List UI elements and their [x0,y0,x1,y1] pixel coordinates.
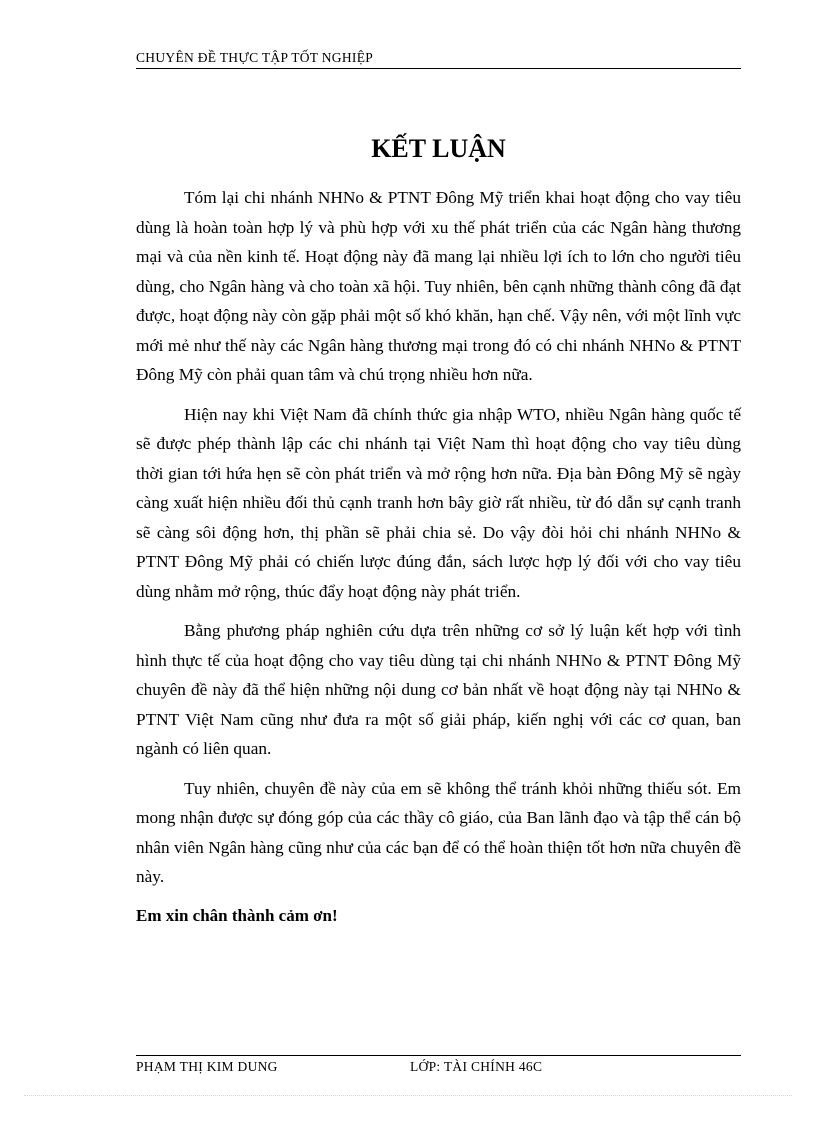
page-header [136,50,741,69]
footer-divider [136,1055,741,1056]
header-text: CHUYÊN ĐỀ THỰC TẬP TỐT NGHIỆP [136,50,374,65]
page-title: KẾT LUẬN [371,134,506,163]
paragraph-1: Tóm lại chi nhánh NHNo & PTNT Đông Mỹ triển khai hoạt động cho vay tiêu dùng là hoàn toàn hợp lý và phù hợp với xu thế phát triển của các Ngân hàng thương mại và của nền kinh tế. Hoạt động này đã mang lại nhiều lợi ích to lớn cho người tiêu dùng, cho Ngân hàng và cho toàn xã hội. Tuy nhiên, bên cạnh những thành công đã đạt được, hoạt động này còn gặp phải một số khó khăn, hạn chế. Vậy nên, với một lĩnh vực mới mẻ như thế này các Ngân hàng thương mại trong đó có chi nhánh NHNo & PTNT Đông Mỹ còn phải quan tâm và chú trọng nhiều hơn nữa. [136,188,741,384]
footer-author: PHẠM THỊ KIM DUNG [136,1059,278,1074]
closing-line: Em xin chân thành cảm ơn! [136,905,338,925]
paragraph-2: Hiện nay khi Việt Nam đã chính thức gia nhập WTO, nhiều Ngân hàng quốc tế sẽ được phép thành lập các chi nhánh tại Việt Nam thì hoạt động cho vay tiêu dùng thời gian tới hứa hẹn sẽ còn phát triển và mở rộng hơn nữa. Địa bàn Đông Mỹ sẽ ngày càng xuất hiện nhiều đối thủ cạnh tranh hơn bây giờ rất nhiều, từ đó dẫn sự cạnh tranh sẽ càng sôi động hơn, thị phần sẽ phải chia sẻ. Do vậy đòi hỏi chi nhánh NHNo & PTNT Đông Mỹ phải có chiến lược đúng đắn, sách lược hợp lý đối với cho vay tiêu dùng nhằm mở rộng, thúc đẩy hoạt động này phát triển. [136,404,741,601]
paragraph-4: Tuy nhiên, chuyên đề này của em sẽ không thể tránh khỏi những thiếu sót. Em mong nhận được sự đóng góp của các thầy cô giáo, của Ban lãnh đạo và tập thể cán bộ nhân viên Ngân hàng cũng như của các bạn để có thể hoàn thiện tốt hơn nữa chuyên đề này. [136,778,741,886]
page-edge-divider [24,1095,792,1096]
document-body [136,183,741,930]
paragraph-3: Bằng phương pháp nghiên cứu dựa trên những cơ sở lý luận kết hợp với tình hình thực tế của hoạt động cho vay tiêu dùng tại chi nhánh NHNo & PTNT Đông Mỹ chuyên đề này đã thể hiện những nội dung cơ bản nhất về hoạt động này tại NHNo & PTNT Việt Nam cũng như đưa ra một số giải pháp, kiến nghị với các cơ quan, ban ngành có liên quan. [136,621,741,758]
footer-class: LỚP: TÀI CHÍNH 46C [410,1059,543,1074]
